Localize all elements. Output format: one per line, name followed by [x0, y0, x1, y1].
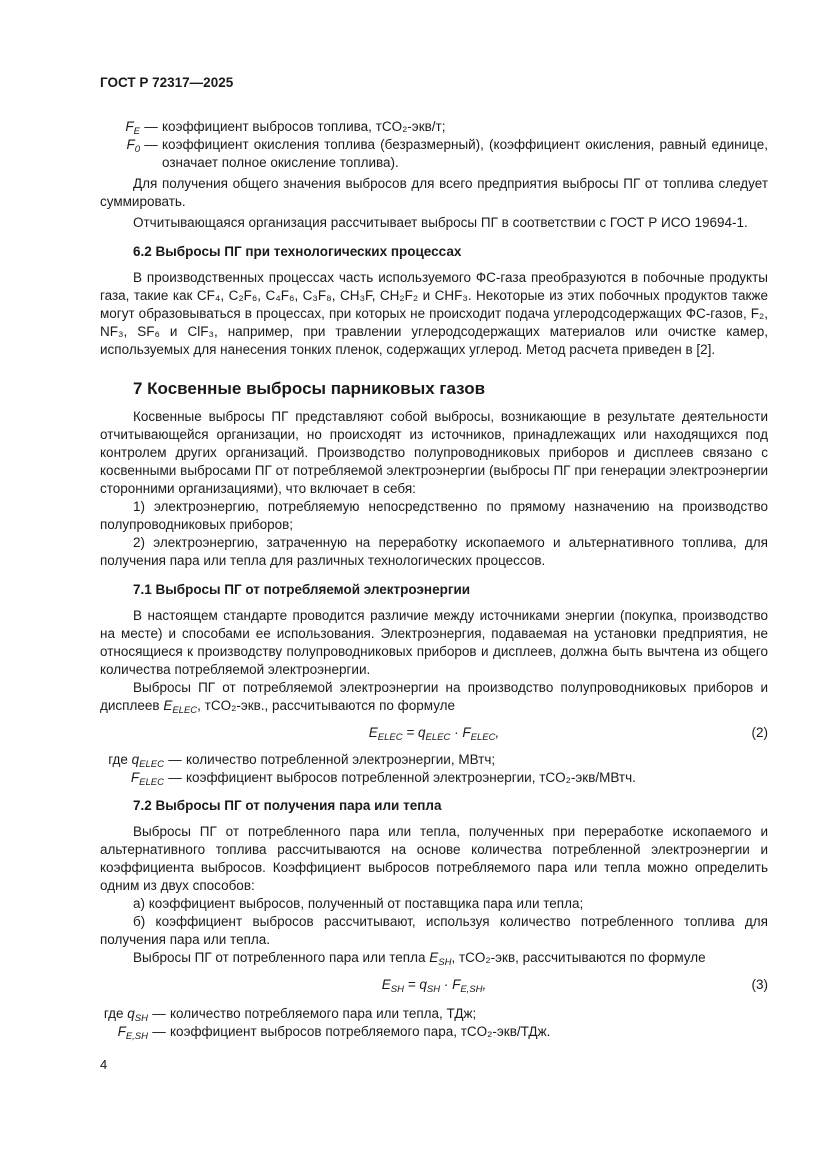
section-7-text: Косвенные выбросы ПГ представляют собой выбросы, возникающие в результате деятельности отчитывающейся организации, но происходят из источников, принадлежащих или находящихся под контролем других организаций. Производство полупроводниковых приборов и дисплеев связано с косвенными выбросами ПГ от потребляемой электроэнергии (выбросы ПГ при генерации электроэнергии сторонними организациями), что включает в себя: — [100, 409, 768, 496]
definition-symbol: где $q_{SH}$ — [103, 1006, 148, 1024]
definition-text: коэффициент выбросов топлива, тCO₂-экв/т; — [162, 119, 446, 134]
page-content — [100, 118, 768, 1041]
section-7-2-title: 7.2 Выбросы ПГ от получения пара или тепла — [133, 798, 442, 813]
definition-symbol: где $q_{ELEC}$ — [108, 752, 164, 770]
definition-text: количество потребляемого пара или тепла, ТДж; — [170, 1006, 477, 1021]
definition-q-sh: где $q_{SH}$ — количество потребляемого пара или тепла, ТДж; — [100, 1005, 768, 1023]
section-7-item-2: 2) электроэнергию, затраченную на переработку ископаемого и альтернативного топлива, для получения пара или тепла для различных технологических процессов. — [100, 535, 768, 568]
section-7-title: 7 Косвенные выбросы парниковых газов — [133, 379, 486, 398]
definition-text: коэффициент выбросов потребляемого пара, тCO₂-экв/ТДж. — [170, 1024, 551, 1039]
formula-3-number: (3) — [751, 977, 768, 992]
definition-f0: $F_0$ — коэффициент окисления топлива (безразмерный), (коэффициент окисления, равный единице, означает полное окисление топлива). — [100, 136, 768, 172]
section-7-1-paragraph-2: Выбросы ПГ от потребляемой электроэнергии на производство полупроводниковых приборов и дисплеев $E_{ELEC}$, тCO₂-экв., рассчитываются по формуле — [100, 680, 768, 716]
section-7-2-paragraph-1: Выбросы ПГ от потребленного пара или тепла, полученных при переработке ископаемого и альтернативного топлива рассчитываются на основе количества потребленной электроэнергии и коэффициента выбросов. Коэффициент выбросов потребляемого пара или тепла можно определить одним из двух способов: — [100, 824, 768, 893]
section-7-item-1: 1) электроэнергию, потребляемую непосредственно по прямому назначению на производство полупроводниковых приборов; — [100, 499, 768, 532]
paragraph-iso: Отчитывающаяся организация рассчитывает выбросы ПГ в соответствии с ГОСТ Р ИСО 19694-1. — [133, 215, 748, 230]
formula-3 — [100, 973, 768, 997]
definition-text: коэффициент окисления топлива (безразмерный), (коэффициент окисления, равный единице, означает полное окисление топлива). — [162, 137, 768, 170]
section-7-2-option-a: а) коэффициент выбросов, полученный от поставщика пара или тепла; — [133, 896, 584, 911]
formula-2 — [100, 721, 768, 745]
definition-symbol: $F_0$ — [126, 137, 140, 155]
section-6-2-text: В производственных процессах часть используемого ФС-газа преобразуются в побочные продукты газа, такие как CF₄, C₂F₆, C₄F₆, C₃F₈, CH₃F, CH₂F₂ и CHF₃. Некоторые из этих побочных продуктов также могут образовываться в процессах, при которых не происходит подача углеродсодержащих ФС-газов, F₂, NF₃, SF₆ и ClF₃, например, при травлении углеродсодержащих материалов или очистке камер, используемых для нанесения тонких пленок, содержащих углерод. Метод расчета приведен в [2]. — [100, 270, 768, 357]
formula-3-expression: $E_{SH} = q_{SH} \cdot F_{E,SH}$, — [381, 977, 487, 995]
definition-symbol: $F_E$ — [125, 119, 140, 137]
definition-f-e-sh: $F_{E,SH}$ — коэффициент выбросов потребляемого пара, тCO₂-экв/ТДж. — [100, 1023, 768, 1041]
section-7-2-paragraph-2: Выбросы ПГ от потребленного пара или тепла $E_{SH}$, тCO₂-экв, рассчитываются по формуле — [133, 950, 706, 968]
page-number: 4 — [100, 1057, 108, 1072]
document-header: ГОСТ Р 72317—2025 — [100, 75, 234, 90]
section-7-1-title: 7.1 Выбросы ПГ от потребляемой электроэнергии — [133, 582, 471, 597]
definition-text: количество потребленной электроэнергии, МВтч; — [186, 752, 496, 767]
definition-text: коэффициент выбросов потребленной электроэнергии, тCO₂-экв/МВтч. — [186, 770, 636, 785]
formula-2-expression: $E_{ELEC} = q_{ELEC} \cdot F_{ELEC}$, — [368, 725, 500, 743]
definition-q-elec: где $q_{ELEC}$ — количество потребленной электроэнергии, МВтч; — [100, 751, 768, 769]
section-6-2-title: 6.2 Выбросы ПГ при технологических процессах — [133, 244, 462, 259]
definition-symbol: $F_{E,SH}$ — [117, 1024, 148, 1042]
section-7-2-option-b: б) коэффициент выбросов рассчитывают, используя количество потребленного топлива для получения пара или тепла. — [100, 914, 768, 947]
definition-f-elec: $F_{ELEC}$ — коэффициент выбросов потребленной электроэнергии, тCO₂-экв/МВтч. — [100, 769, 768, 787]
formula-2-number: (2) — [751, 725, 768, 740]
paragraph-sum: Для получения общего значения выбросов для всего предприятия выбросы ПГ от топлива следует суммировать. — [100, 176, 768, 209]
definition-symbol: $F_{ELEC}$ — [130, 770, 164, 788]
definition-fe: $F_E$ — коэффициент выбросов топлива, тCO₂-экв/т; — [100, 118, 768, 136]
section-7-1-paragraph-1: В настоящем стандарте проводится различие между источниками энергии (покупка, производство на месте) и способами ее использования. Электроэнергия, подаваемая на установки предприятия, не относящиеся к производству полупроводниковых приборов и дисплеев, должна быть вычтена из общего количества потребляемой электроэнергии. — [100, 608, 768, 677]
